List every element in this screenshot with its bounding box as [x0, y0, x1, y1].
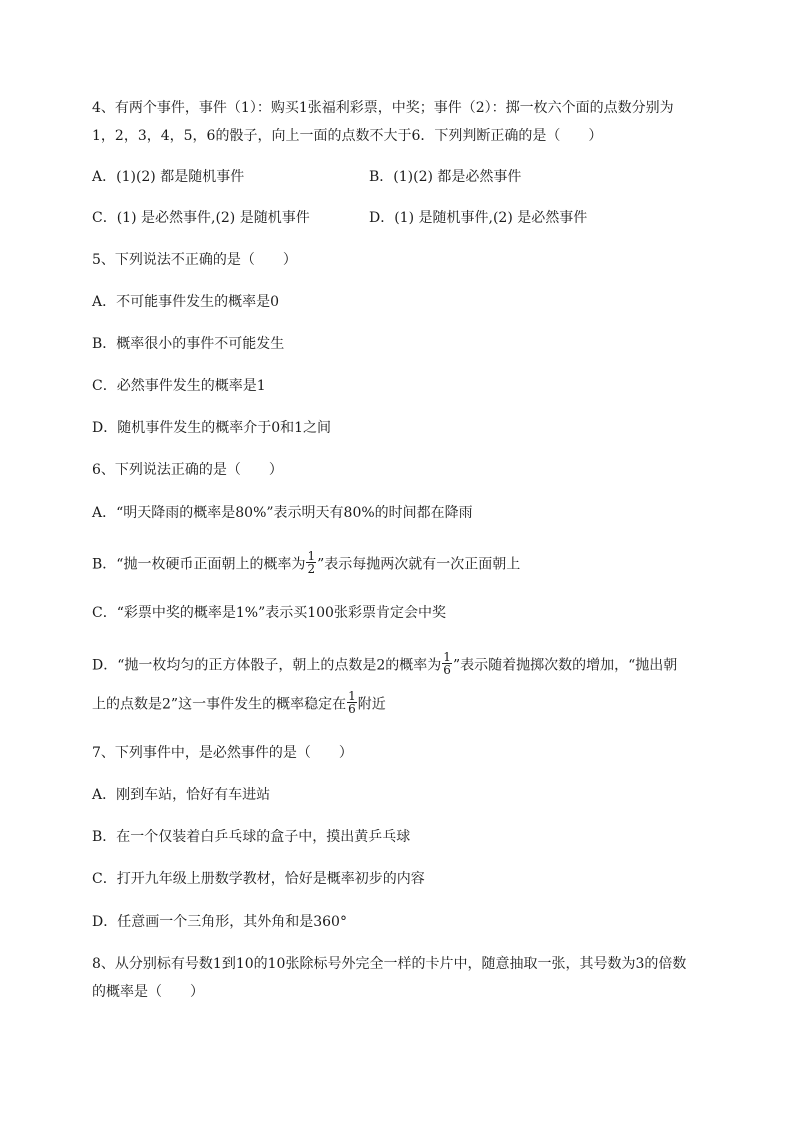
fraction-denominator: 2 [307, 562, 316, 576]
q6-option-b-suffix: ”表示每抛两次就有一次正面朝上 [317, 556, 521, 573]
q7-option-b: B．在一个仅装着白乒乓球的盒子中，摸出黄乒乓球 [92, 829, 411, 845]
q4-option-c: C．(1) 是必然事件,(2) 是随机事件 [92, 210, 310, 226]
q5-stem: 5、下列说法不正确的是（ ） [92, 252, 297, 268]
q6-option-b [92, 549, 521, 576]
q4-option-d: D．(1) 是随机事件,(2) 是必然事件 [369, 210, 588, 226]
q7-option-a: A．刚到车站，恰好有车进站 [92, 787, 271, 803]
q6-option-d2-suffix: 附近 [357, 696, 386, 713]
q6-option-d2-prefix: 上的点数是2”这一事件发生的概率稳定在 [92, 696, 347, 713]
q5-option-c: C．必然事件发生的概率是1 [92, 378, 266, 394]
q7-option-d: D．任意画一个三角形，其外角和是360° [92, 914, 347, 930]
q4-option-b: B．(1)(2) 都是必然事件 [369, 169, 522, 185]
q6-option-d-line2 [92, 689, 386, 716]
q6-option-d-suffix: ”表示随着抛掷次数的增加，“抛出朝 [452, 657, 678, 674]
q4-option-a: A．(1)(2) 都是随机事件 [92, 169, 245, 185]
q4-stem-line2: 1，2，3，4，5，6的骰子，向上一面的点数不大于6．下列判断正确的是（ ） [92, 128, 603, 144]
q7-option-c: C．打开九年级上册数学教材，恰好是概率初步的内容 [92, 871, 425, 887]
q6-option-d-line1 [92, 650, 678, 677]
fraction-numerator: 1 [348, 689, 356, 703]
fraction-numerator: 1 [443, 650, 451, 664]
fraction-denominator: 6 [348, 702, 356, 716]
q5-option-d: D．随机事件发生的概率介于0和1之间 [92, 420, 332, 436]
q4-stem-line1: 4、有两个事件，事件（1）：购买1张福利彩票，中奖；事件（2）：掷一枚六个面的点数分别为 [92, 100, 674, 116]
fraction-one-half [306, 550, 316, 575]
q7-stem: 7、下列事件中，是必然事件的是（ ） [92, 745, 353, 761]
q8-stem-line1: 8、从分别标有号数1到10的10张除标号外完全一样的卡片中，随意抽取一张，其号数为3的倍数 [92, 956, 687, 972]
fraction-one-sixth [347, 690, 357, 715]
q6-stem: 6、下列说法正确的是（ ） [92, 462, 283, 478]
q6-option-c: C．“彩票中奖的概率是1%”表示买100张彩票肯定会中奖 [92, 605, 446, 621]
q6-option-d-prefix: D．“抛一枚均匀的正方体骰子，朝上的点数是2的概率为 [92, 657, 442, 674]
q5-option-b: B．概率很小的事件不可能发生 [92, 336, 285, 352]
q5-option-a: A．不可能事件发生的概率是0 [92, 294, 280, 310]
q6-option-a: A．“明天降雨的概率是80%”表示明天有80%的时间都在降雨 [92, 505, 473, 521]
fraction-one-sixth [442, 651, 452, 676]
q8-stem-line2: 的概率是（ ） [92, 984, 204, 1000]
fraction-denominator: 6 [443, 663, 451, 677]
q6-option-b-prefix: B．“抛一枚硬币正面朝上的概率为 [92, 556, 306, 573]
fraction-numerator: 1 [307, 549, 316, 563]
